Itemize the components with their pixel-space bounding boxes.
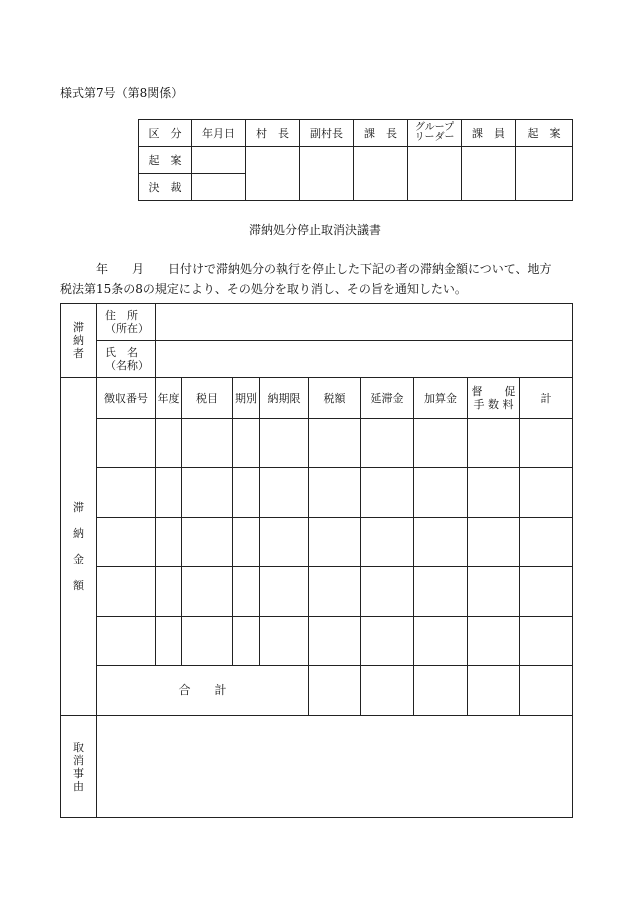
- cell[interactable]: [361, 617, 414, 666]
- approval-header-mayor: 村 長: [246, 120, 300, 147]
- cell[interactable]: [233, 419, 260, 468]
- total-label: 合 計: [97, 666, 309, 716]
- reason-field[interactable]: [97, 716, 573, 818]
- intro-text: [60, 259, 572, 299]
- cell[interactable]: [156, 518, 182, 567]
- cell[interactable]: [468, 419, 520, 468]
- cell[interactable]: [260, 617, 309, 666]
- cell[interactable]: [361, 567, 414, 617]
- col-late-fee: 延滞金: [361, 378, 414, 419]
- approval-header-deputy-mayor: 副村長: [300, 120, 354, 147]
- approval-stamp-drafter[interactable]: [516, 147, 573, 201]
- cell[interactable]: [233, 617, 260, 666]
- approval-stamp-staff[interactable]: [462, 147, 516, 201]
- col-fiscal-year: 年度: [156, 378, 182, 419]
- form-number: 様式第7号（第8関係）: [60, 86, 184, 100]
- approval-stamp-group-leader[interactable]: [408, 147, 462, 201]
- cell[interactable]: [520, 518, 573, 567]
- main-table: [60, 303, 573, 818]
- cell[interactable]: [520, 617, 573, 666]
- cell[interactable]: [156, 567, 182, 617]
- group-leader-line1: グループ: [414, 122, 455, 133]
- cell[interactable]: [182, 518, 233, 567]
- approval-stamp-deputy-mayor[interactable]: [300, 147, 354, 201]
- approval-row-draft: 起 案: [139, 147, 192, 174]
- approval-header-drafter: 起 案: [516, 120, 573, 147]
- cell[interactable]: [97, 468, 156, 518]
- cell[interactable]: [468, 567, 520, 617]
- cell[interactable]: [97, 567, 156, 617]
- col-collection-number: 徴収番号: [97, 378, 156, 419]
- cell[interactable]: [97, 518, 156, 567]
- col-total: 計: [520, 378, 573, 419]
- col-period: 期別: [233, 378, 260, 419]
- name-label: 氏 名 （名称）: [97, 341, 156, 378]
- table-row: [61, 419, 573, 468]
- approval-table: [138, 119, 573, 201]
- amount-label: 滞 納 金 額: [61, 378, 97, 716]
- cell[interactable]: [309, 419, 361, 468]
- group-leader-line2: リーダー: [414, 132, 455, 143]
- col-additional-tax: 加算金: [414, 378, 468, 419]
- cell[interactable]: [468, 617, 520, 666]
- table-row: [61, 617, 573, 666]
- cell[interactable]: [182, 617, 233, 666]
- approval-stamp-mayor[interactable]: [246, 147, 300, 201]
- cell[interactable]: [309, 617, 361, 666]
- cell[interactable]: [414, 518, 468, 567]
- cell[interactable]: [156, 419, 182, 468]
- intro-line-1: 年 月 日付けで滞納処分の執行を停止した下記の者の滞納金額について、地方: [60, 262, 552, 276]
- approval-header-date: 年月日: [192, 120, 246, 147]
- name-field[interactable]: [156, 341, 573, 378]
- cell[interactable]: [97, 419, 156, 468]
- cell[interactable]: [468, 518, 520, 567]
- cell[interactable]: [520, 567, 573, 617]
- cell[interactable]: [414, 617, 468, 666]
- approval-row-decision: 決 裁: [139, 174, 192, 201]
- cell[interactable]: [233, 567, 260, 617]
- cell[interactable]: [260, 567, 309, 617]
- cell[interactable]: [414, 419, 468, 468]
- col-tax-amount: 税額: [309, 378, 361, 419]
- total-sum[interactable]: [520, 666, 573, 716]
- total-tax-amount[interactable]: [309, 666, 361, 716]
- table-row: [61, 468, 573, 518]
- cell[interactable]: [260, 518, 309, 567]
- cell[interactable]: [468, 468, 520, 518]
- cell[interactable]: [260, 468, 309, 518]
- cell[interactable]: [309, 468, 361, 518]
- approval-header-staff: 課 員: [462, 120, 516, 147]
- col-tax-item: 税目: [182, 378, 233, 419]
- cell[interactable]: [520, 468, 573, 518]
- cell[interactable]: [361, 468, 414, 518]
- cell[interactable]: [361, 518, 414, 567]
- total-demand-fee[interactable]: [468, 666, 520, 716]
- reason-label: 取 消 事 由: [61, 716, 97, 818]
- approval-stamp-section-chief[interactable]: [354, 147, 408, 201]
- cell[interactable]: [156, 468, 182, 518]
- cell[interactable]: [309, 567, 361, 617]
- cell[interactable]: [520, 419, 573, 468]
- cell[interactable]: [97, 617, 156, 666]
- total-additional-tax[interactable]: [414, 666, 468, 716]
- cell[interactable]: [361, 419, 414, 468]
- table-row: [61, 518, 573, 567]
- approval-header-group-leader: [408, 120, 462, 147]
- total-late-fee[interactable]: [361, 666, 414, 716]
- approval-header-category: 区 分: [139, 120, 192, 147]
- cell[interactable]: [182, 468, 233, 518]
- intro-line-2: 税法第15条の8の規定により、その処分を取り消し、その旨を通知したい。: [60, 282, 467, 296]
- approval-header-section-chief: 課 長: [354, 120, 408, 147]
- approval-decision-date-cell[interactable]: [192, 174, 246, 201]
- document-title: 滞納処分停止取消決議書: [248, 223, 381, 237]
- cell[interactable]: [414, 468, 468, 518]
- address-field[interactable]: [156, 304, 573, 341]
- col-due-date: 納期限: [260, 378, 309, 419]
- cell[interactable]: [156, 617, 182, 666]
- address-label: 住 所 （所在）: [97, 304, 156, 341]
- delinquent-label: 滞 納 者: [61, 304, 97, 378]
- cell[interactable]: [233, 468, 260, 518]
- total-row: [61, 666, 573, 716]
- approval-draft-date-cell[interactable]: [192, 147, 246, 174]
- cell[interactable]: [260, 419, 309, 468]
- cell[interactable]: [182, 567, 233, 617]
- col-demand-fee: 督 促 手 数 料: [468, 378, 520, 419]
- cell[interactable]: [182, 419, 233, 468]
- cell[interactable]: [233, 518, 260, 567]
- cell[interactable]: [309, 518, 361, 567]
- cell[interactable]: [414, 567, 468, 617]
- table-row: [61, 567, 573, 617]
